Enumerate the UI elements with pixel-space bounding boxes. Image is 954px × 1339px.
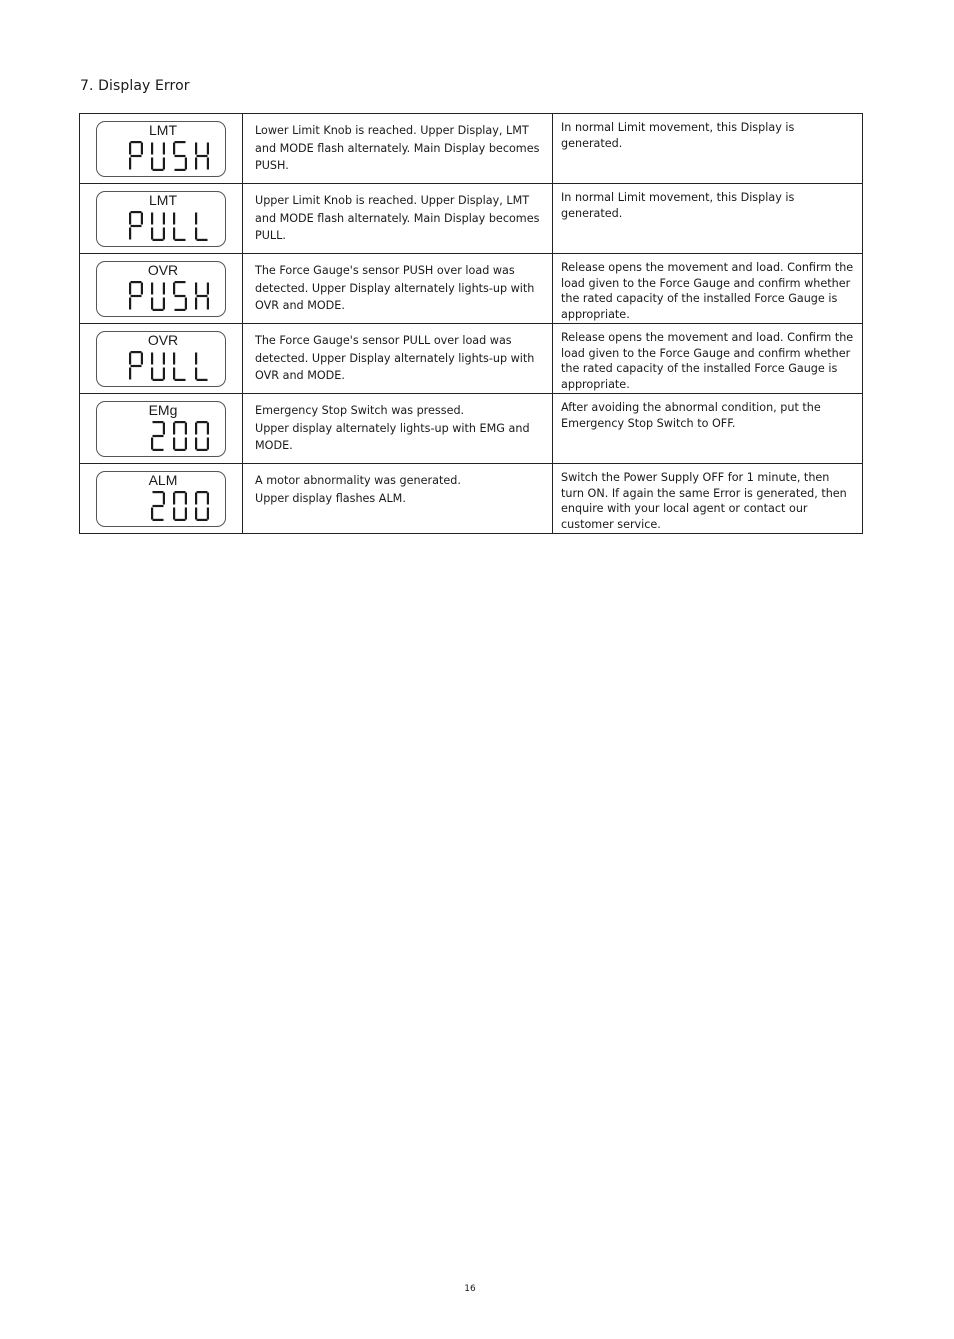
lcd-display	[96, 471, 226, 527]
segment-digit	[195, 421, 209, 451]
lcd-upper-label: LMT	[149, 192, 177, 208]
segment-digit	[129, 211, 143, 240]
display-cell	[80, 114, 243, 184]
segment-digit	[151, 353, 165, 382]
error-description: The Force Gauge's sensor PUSH over load was detected. Upper Display alternately lights-up with OVR and MODE.	[255, 264, 535, 312]
segment-digit	[129, 141, 143, 170]
error-remedy: Release opens the movement and load. Confirm the load given to the Force Gauge and confirm whether the rated capacity of the installed Force Gauge is appropriate.	[561, 261, 854, 321]
seven-segment-readout	[97, 122, 227, 178]
error-remedy: In normal Limit movement, this Display is generated.	[561, 191, 795, 220]
error-row	[80, 254, 863, 324]
error-description: Emergency Stop Switch was pressed. Upper display alternately lights-up with EMG and MODE.	[255, 404, 530, 452]
remedy-cell	[553, 114, 863, 184]
segment-digit	[195, 283, 209, 310]
segment-digit	[151, 491, 165, 521]
lcd-display	[96, 401, 226, 457]
error-remedy: Release opens the movement and load. Confirm the load given to the Force Gauge and confirm whether the rated capacity of the installed Force Gauge is appropriate.	[561, 331, 854, 391]
display-cell	[80, 184, 243, 254]
description-cell	[243, 394, 553, 464]
description-cell	[243, 254, 553, 324]
error-table	[79, 113, 863, 534]
lcd-upper-label: EMg	[148, 402, 178, 418]
remedy-cell	[553, 324, 863, 394]
segment-digit	[173, 353, 186, 382]
segment-digit	[195, 353, 208, 382]
segment-digit	[195, 491, 209, 521]
section-title: 7. Display Error	[80, 78, 190, 94]
error-description: Upper Limit Knob is reached. Upper Display, LMT and MODE flash alternately. Main Display becomes PULL.	[255, 194, 540, 242]
error-row	[80, 184, 863, 254]
description-cell	[243, 464, 553, 534]
description-cell	[243, 114, 553, 184]
remedy-cell	[553, 254, 863, 324]
segment-digit	[195, 213, 208, 242]
seven-segment-readout	[97, 192, 227, 248]
lcd-upper-label: ALM	[148, 472, 178, 488]
remedy-cell	[553, 464, 863, 534]
segment-digit	[195, 143, 209, 170]
error-remedy: Switch the Power Supply OFF for 1 minute, then turn ON. If again the same Error is generated, then enquire with your local agent or contact our customer service.	[561, 471, 847, 531]
segment-digit	[173, 491, 187, 521]
remedy-cell	[553, 184, 863, 254]
lcd-upper-label: OVR	[147, 262, 179, 278]
segment-digit	[173, 421, 187, 451]
error-description: The Force Gauge's sensor PULL over load was detected. Upper Display alternately lights-up with OVR and MODE.	[255, 334, 535, 382]
segment-digit	[151, 421, 165, 451]
seven-segment-readout	[97, 332, 227, 388]
display-cell	[80, 254, 243, 324]
error-row	[80, 324, 863, 394]
error-remedy: In normal Limit movement, this Display is generated.	[561, 121, 795, 150]
error-remedy: After avoiding the abnormal condition, put the Emergency Stop Switch to OFF.	[561, 401, 821, 430]
page-number: 16	[464, 1284, 476, 1294]
seven-segment-readout	[97, 472, 227, 528]
remedy-cell	[553, 394, 863, 464]
display-cell	[80, 324, 243, 394]
error-row	[80, 394, 863, 464]
segment-digit	[173, 213, 186, 242]
error-row	[80, 464, 863, 534]
segment-digit	[129, 281, 143, 310]
error-row	[80, 114, 863, 184]
display-cell	[80, 394, 243, 464]
seven-segment-readout	[97, 262, 227, 318]
segment-digit	[151, 213, 165, 242]
segment-digit	[173, 281, 187, 311]
error-description: A motor abnormality was generated. Upper display flashes ALM.	[255, 474, 461, 505]
seven-segment-readout	[97, 402, 227, 458]
lcd-display	[96, 261, 226, 317]
display-cell	[80, 464, 243, 534]
lcd-upper-label: OVR	[147, 332, 179, 348]
lcd-display	[96, 331, 226, 387]
segment-digit	[129, 351, 143, 380]
lcd-display	[96, 191, 226, 247]
segment-digit	[173, 141, 187, 171]
segment-digit	[151, 143, 165, 172]
lcd-upper-label: LMT	[149, 122, 177, 138]
error-description: Lower Limit Knob is reached. Upper Display, LMT and MODE flash alternately. Main Display becomes PUSH.	[255, 124, 540, 172]
description-cell	[243, 324, 553, 394]
segment-digit	[151, 283, 165, 312]
description-cell	[243, 184, 553, 254]
lcd-display	[96, 121, 226, 177]
